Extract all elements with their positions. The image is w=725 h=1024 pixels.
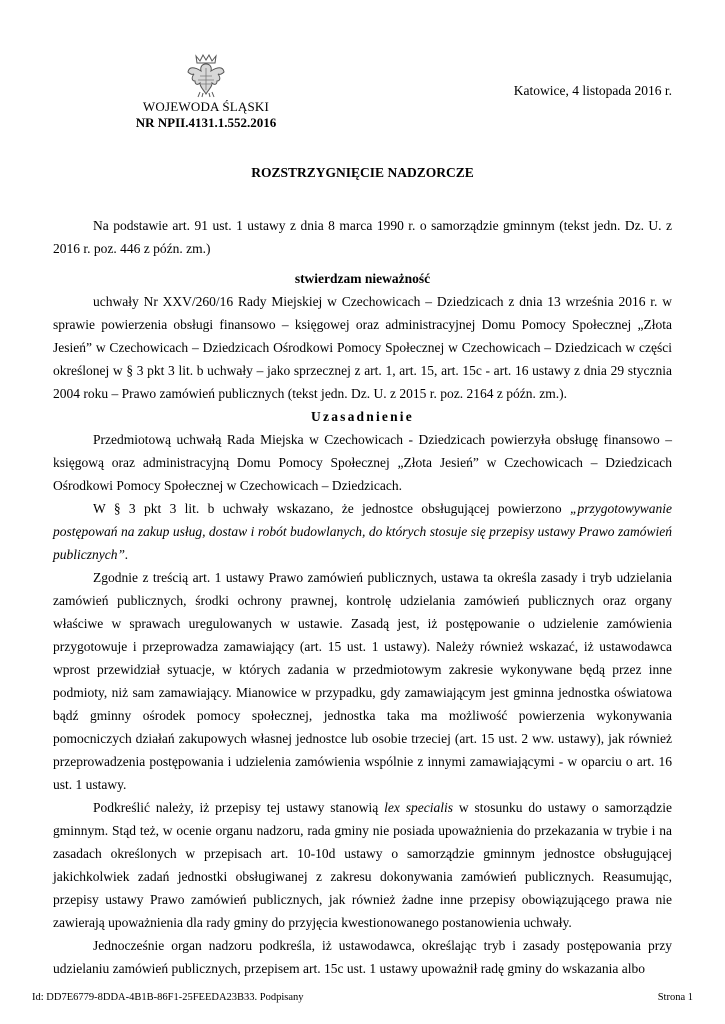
date-line: Katowice, 4 listopada 2016 r. xyxy=(513,83,672,98)
paragraph-rest: w stosunku do ustawy o samorządzie gminnym. Stąd też, w ocenie organu nadzoru, rada gminy nie posiada upoważnienia do przekazania w trybie i na zasadach określonych w przepisach art. 10-10d ustawy o samorządzie gminnym jednostce obsługującej jakichkolwiek zadań jednostki obsługiwanej z zakresu dokonywania zamówień publicznych. Reasumując, przepisy ustawy Prawo zamówień publicznych, jak również żadne inne przepisy obowiązującego prawa nie zawierają upoważnienia dla rady gminy do przyjęcia kwestionowanego postanowienia uchwały. xyxy=(53,800,673,930)
document-number: NR NPII.4131.1.552.2016 xyxy=(135,115,277,130)
body-paragraph xyxy=(53,796,672,934)
body-paragraph: Jednocześnie organ nadzoru podkreśla, iż ustawodawca, określając tryb i zasady postępowania przy udzielaniu zamówień publicznych, przepisem art. 15c ust. 1 ustawy upoważnił radę gminy do wskazania albo xyxy=(53,938,672,976)
body-paragraph: Zgodnie z treścią art. 1 ustawy Prawo zamówień publicznych, ustawa ta określa zasady i tryb udzielania zamówień publicznych, środki ochrony prawnej, kontrolę udzielania zamówień publicznych oraz organy właściwe w sprawach uregulowanych w ustawie. Zasadą jest, iż postępowanie o udzielenie zamówienia przygotowuje i przeprowadza zamawiający (art. 15 ust. 1 ustawy). Należy również wskazać, iż ustawodawca wprost przewidział sytuacje, w których zadania w przedmiotowym zakresie wykonywane będą przez inne podmioty, niż sam zamawiający. Mianowice w przypadku, gdy zamawiającym jest gminna jednostka oświatowa bądź gminny ośrodek pomocy społecznej, jednostka taka ma możliwość powierzenia wykonywania pomocniczych działań zakupowych własnej jednostce lub osobie trzeciej (art. 15 ust. 2 ww. ustawy), jak również przeprowadzenia postępowania i udzielenia zamówienia wspólnie z innymi zamawiającymi - w oparciu o art. 16 ust. 1 ustawy. xyxy=(53,570,672,792)
quoted-provision: „przygotowywanie postępowań na zakup usług, dostaw i robót budowlanych, do których stosuje się przepisy ustawy Prawo zamówień publicznych”. xyxy=(53,501,672,562)
justification-heading: Uzasadnienie xyxy=(311,409,414,424)
body-paragraph: Przedmiotową uchwałą Rada Miejska w Czechowicach - Dziedzicach powierzyła obsługę finansowo – księgową oraz administracyjną Domu Pomocy Społecznej „Złota Jesień” w Czechowicach – Dziedzicach Ośrodkowi Pomocy Społecznej w Czechowicach – Dziedzicach. xyxy=(53,432,672,493)
document-body xyxy=(53,214,672,980)
page-footer xyxy=(32,992,693,1003)
page-number: Strona 1 xyxy=(657,992,693,1003)
intro-paragraph: Na podstawie art. 91 ust. 1 ustawy z dnia 8 marca 1990 r. o samorządzie gminnym (tekst jedn. Dz. U. z 2016 r. poz. 446 z późn. zm.) xyxy=(53,218,672,256)
decision-heading: stwierdzam nieważność xyxy=(294,271,431,286)
body-paragraph xyxy=(53,497,672,566)
document-id: Id: DD7E6779-8DDA-4B1B-86F1-25FEEDA23B33. Podpisany xyxy=(32,992,304,1003)
paragraph-lead: Podkreślić należy, iż przepisy tej ustawy stanowią xyxy=(93,800,385,815)
page-title: ROZSTRZYGNIĘCIE NADZORCZE xyxy=(251,165,474,180)
paragraph-lead: W § 3 pkt 3 lit. b uchwały wskazano, że jednostce obsługującej powierzono xyxy=(93,501,570,516)
decision-paragraph: uchwały Nr XXV/260/16 Rady Miejskiej w Czechowicach – Dziedzicach z dnia 13 września 2016 r. w sprawie powierzenia obsługi finansowo – księgowej oraz administracyjnej Domu Pomocy Społecznej „Złota Jesień” w Czechowicach – Dziedzicach Ośrodkowi Pomocy Społecznej w Czechowicach – Dziedzicach w części określonej w § 3 pkt 3 lit. b uchwały – jako sprzecznej z art. 1, art. 15, art. 15c - art. 16 ustawy z dnia 29 stycznia 2004 roku – Prawo zamówień publicznych (tekst jedn. Dz. U. z 2015 r. poz. 2164 z późn. zm.). xyxy=(53,294,672,401)
latin-term: lex specialis xyxy=(384,800,453,815)
polish-eagle-emblem-icon xyxy=(186,52,226,98)
authority-name: WOJEWODA ŚLĄSKI xyxy=(142,99,270,114)
